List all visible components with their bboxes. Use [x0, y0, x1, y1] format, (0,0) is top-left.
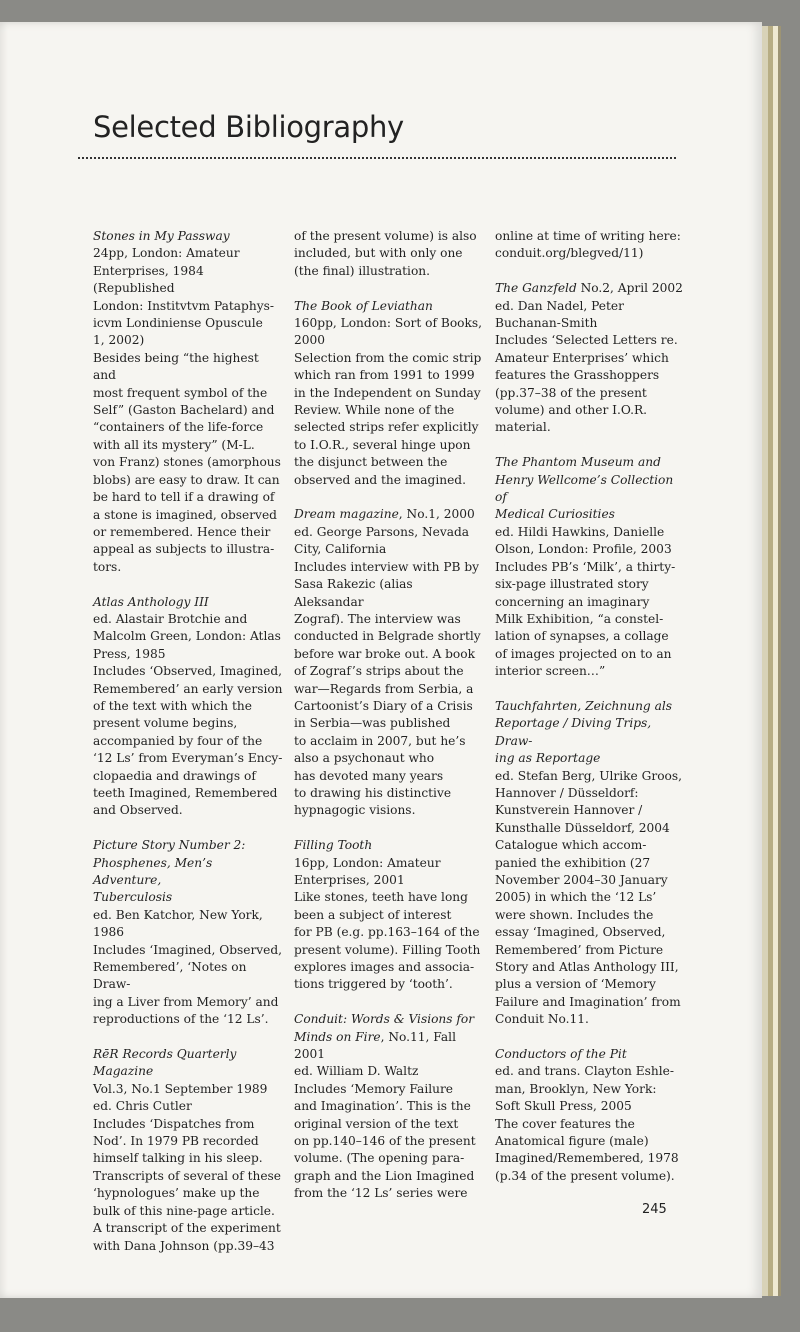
entry-line: war—Regards from Serbia, a — [294, 681, 474, 696]
entry-line: clopaedia and drawings of — [93, 768, 256, 783]
entry-line: Imagined/Remembered, 1978 — [495, 1151, 679, 1166]
entry-line: of Zograf’s strips about the — [294, 664, 464, 679]
entry-line: included, but with only one — [294, 246, 463, 261]
entry-line: Includes interview with PB by — [294, 559, 480, 574]
entry-line: a stone is imagined, observed — [93, 507, 277, 522]
entry-line: most frequent symbol of the — [93, 385, 268, 400]
entry-line: Soft Skull Press, 2005 — [495, 1099, 632, 1114]
bibliography-entry — [294, 837, 484, 994]
entry-line: Remembered’ an early version — [93, 681, 283, 696]
entry-line: Review. While none of the — [294, 403, 455, 418]
bibliography-entry — [495, 454, 685, 680]
entry-line: Transcripts of several of these — [93, 1168, 282, 1183]
entry-line: been a subject of interest — [294, 907, 452, 922]
bibliography-entry — [294, 228, 484, 280]
entry-title: Conductors of the Pit — [495, 1047, 627, 1062]
entry-line: tors. — [93, 559, 122, 574]
bibliography-entry — [495, 698, 685, 1029]
bibliography-entry — [294, 1011, 484, 1202]
entry-line: ed. Dan Nadel, Peter — [495, 298, 624, 313]
entry-line: 24pp, London: Amateur — [93, 246, 240, 261]
entry-line: the disjunct between the — [294, 455, 448, 470]
entry-line: Includes PB’s ‘Milk’, a thirty- — [495, 559, 676, 574]
entry-line: were shown. Includes the — [495, 907, 654, 922]
entry-line: ‘12 Ls’ from Everyman’s Ency- — [93, 751, 283, 766]
entry-line: Malcolm Green, London: Atlas — [93, 629, 281, 644]
bibliography-entry — [495, 228, 685, 263]
entry-title: ing as Reportage — [495, 751, 601, 766]
entry-title: Tauchfahrten, Zeichnung als — [495, 698, 673, 713]
entry-line: Like stones, teeth have long — [294, 890, 468, 905]
entry-line: conduit.org/blegved/11) — [495, 246, 644, 261]
entry-title: Phosphenes, Men’s Adventure, — [93, 855, 213, 887]
entry-line: Enterprises, 2001 — [294, 872, 405, 887]
entry-line: bulk of this nine-page article. — [93, 1203, 275, 1218]
entry-line: Includes ‘Imagined, Observed, — [93, 942, 283, 957]
entry-title: RēR Records Quarterly Magazine — [93, 1047, 237, 1079]
entry-line: tions triggered by ‘tooth’. — [294, 977, 453, 992]
entry-line: ed. Chris Cutler — [93, 1099, 192, 1114]
entry-title: Reportage / Diving Trips, Draw- — [495, 716, 652, 748]
entry-line: in the Independent on Sunday — [294, 385, 481, 400]
entry-line: reproductions of the ‘12 Ls’. — [93, 1012, 269, 1027]
entry-title: Picture Story Number 2: — [93, 838, 246, 853]
entry-line: for PB (e.g. pp.163–164 of the — [294, 925, 480, 940]
entry-line: icvm Londiniense Opuscule — [93, 316, 263, 331]
entry-title: Filling Tooth — [294, 838, 373, 853]
entry-line: Includes ‘Selected Letters re. — [495, 333, 678, 348]
entry-line: volume. (The opening para- — [294, 1151, 465, 1166]
entry-line: ed. William D. Waltz — [294, 1064, 419, 1079]
entry-title: Tuberculosis — [93, 890, 173, 905]
entry-line: Press, 1985 — [93, 646, 166, 661]
entry-line: Conduit No.11. — [495, 1012, 589, 1027]
entry-line: Includes ‘Dispatches from — [93, 1116, 255, 1131]
bibliography-entry — [93, 228, 283, 576]
entry-line: Buchanan-Smith — [495, 316, 598, 331]
entry-line: Remembered’ from Picture — [495, 942, 664, 957]
column-2 — [294, 228, 484, 1220]
entry-line: volume) and other I.O.R. — [495, 403, 648, 418]
entry-line: material. — [495, 420, 551, 435]
entry-line: to I.O.R., several hinge upon — [294, 437, 471, 452]
entry-title: Stones in My Passway — [93, 229, 230, 243]
dotted-rule — [78, 157, 676, 159]
entry-line: of the present volume) is also — [294, 229, 477, 243]
entry-title: The Book of Leviathan — [294, 298, 433, 313]
entry-line: Olson, London: Profile, 2003 — [495, 542, 672, 557]
entry-line: 1986 — [93, 925, 125, 940]
entry-line: appeal as subjects to illustra- — [93, 542, 275, 557]
entry-line: Hannover / Düsseldorf: — [495, 785, 639, 800]
entry-line: Cartoonist’s Diary of a Crisis — [294, 698, 473, 713]
entry-line: Remembered’, ‘Notes on Draw- — [93, 960, 247, 992]
entry-line: A transcript of the experiment — [93, 1221, 281, 1236]
entry-line: Includes ‘Memory Failure — [294, 1081, 454, 1096]
entry-line: six-page illustrated story — [495, 577, 649, 592]
entry-title: Medical Curiosities — [495, 507, 615, 522]
entry-line: (pp.37–38 of the present — [495, 385, 647, 400]
entry-line: Selection from the comic strip — [294, 350, 482, 365]
entry-line: Story and Atlas Anthology III, — [495, 960, 679, 975]
entry-line: present volume). Filling Tooth — [294, 942, 481, 957]
entry-line: ed. George Parsons, Nevada — [294, 524, 470, 539]
entry-line: November 2004–30 January — [495, 872, 668, 887]
bibliography-entry — [93, 837, 283, 1028]
entry-line: original version of the text — [294, 1116, 459, 1131]
entry-line: Kunstverein Hannover / — [495, 803, 643, 818]
entry-line: of images projected on to an — [495, 646, 672, 661]
entry-line: Vol.3, No.1 September 1989 — [93, 1081, 268, 1096]
entry-line: Includes ‘Observed, Imagined, — [93, 664, 283, 679]
column-3 — [495, 228, 685, 1203]
entry-line: interior screen…” — [495, 664, 606, 679]
entry-line: Zograf). The interview was — [294, 611, 461, 626]
entry-line: online at time of writing here: — [495, 229, 681, 243]
entry-title: Henry Wellcome’s Collection of — [495, 472, 674, 505]
entry-line: and Imagination’. This is the — [294, 1099, 471, 1114]
entry-line: with all its mystery” (M-L. — [93, 437, 255, 452]
entry-line: observed and the imagined. — [294, 472, 466, 487]
page-number: 245 — [642, 1202, 667, 1217]
entry-line: Anatomical figure (male) — [495, 1134, 649, 1149]
entry-line: of the text with which the — [93, 698, 252, 713]
entry-line: ed. Alastair Brotchie and — [93, 611, 248, 626]
page-edge — [778, 26, 781, 1296]
entry-line: 2000 — [294, 333, 326, 348]
entry-line: ing a Liver from Memory’ and — [93, 994, 279, 1009]
entry-line: in Serbia—was published — [294, 716, 451, 731]
entry-line: (p.34 of the present volume). — [495, 1168, 675, 1183]
entry-line: selected strips refer explicitly — [294, 420, 479, 435]
entry-line: man, Brooklyn, New York: — [495, 1081, 657, 1096]
entry-line: ed. Ben Katchor, New York, — [93, 907, 263, 922]
entry-title: Atlas Anthology III — [93, 594, 209, 609]
entry-line: from the ‘12 Ls’ series were — [294, 1186, 468, 1201]
entry-title: Dream magazine, No.1, 2000 — [294, 507, 475, 522]
entry-line: Sasa Rakezic (alias Aleksandar — [294, 577, 413, 609]
entry-line: and Observed. — [93, 803, 183, 818]
entry-line: 2005) in which the ‘12 Ls’ — [495, 890, 657, 905]
bibliography-entry — [495, 280, 685, 437]
entry-line: before war broke out. A book — [294, 646, 475, 661]
entry-line: “containers of the life-force — [93, 420, 264, 435]
entry-title: Minds on Fire, No.11, Fall 2001 — [294, 1029, 456, 1062]
entry-line: Catalogue which accom- — [495, 838, 647, 853]
entry-line: graph and the Lion Imagined — [294, 1168, 475, 1183]
entry-line: with Dana Johnson (pp.39–43 — [93, 1238, 275, 1253]
entry-line: 16pp, London: Amateur — [294, 855, 441, 870]
entry-line: teeth Imagined, Remembered — [93, 785, 278, 800]
bibliography-entry — [495, 1046, 685, 1185]
entry-title: Conduit: Words & Visions for — [294, 1012, 475, 1027]
entry-title: The Phantom Museum and — [495, 455, 661, 470]
entry-line: Nod’. In 1979 PB recorded — [93, 1134, 259, 1149]
entry-line: or remembered. Hence their — [93, 524, 271, 539]
entry-line: Failure and Imagination’ from — [495, 994, 681, 1009]
entry-line: Kunsthalle Düsseldorf, 2004 — [495, 820, 670, 835]
entry-line: accompanied by four of the — [93, 733, 263, 748]
entry-line: to drawing his distinctive — [294, 785, 452, 800]
entry-line: City, California — [294, 542, 387, 557]
entry-line: be hard to tell if a drawing of — [93, 490, 275, 505]
entry-line: features the Grasshoppers — [495, 368, 660, 383]
entry-line: essay ‘Imagined, Observed, — [495, 925, 666, 940]
entry-line: which ran from 1991 to 1999 — [294, 368, 475, 383]
entry-line: concerning an imaginary — [495, 594, 650, 609]
entry-line: The cover features the — [495, 1116, 635, 1131]
entry-line: plus a version of ‘Memory — [495, 977, 656, 992]
entry-line: hypnagogic visions. — [294, 803, 416, 818]
entry-line: 160pp, London: Sort of Books, — [294, 316, 483, 331]
entry-line: on pp.140–146 of the present — [294, 1134, 476, 1149]
entry-line: himself talking in his sleep. — [93, 1151, 263, 1166]
bibliography-entry — [294, 298, 484, 489]
entry-line: explores images and associa- — [294, 960, 475, 975]
entry-line: London: Institvtvm Pataphys- — [93, 298, 274, 313]
entry-line: ed. and trans. Clayton Eshle- — [495, 1064, 674, 1079]
entry-title: The Ganzfeld No.2, April 2002 — [495, 281, 683, 296]
entry-line: Enterprises, 1984 (Republished — [93, 263, 204, 296]
bibliography-entry — [93, 1046, 283, 1255]
entry-line: conducted in Belgrade shortly — [294, 629, 481, 644]
entry-line: ed. Hildi Hawkins, Danielle — [495, 524, 665, 539]
entry-line: has devoted many years — [294, 768, 444, 783]
entry-line: Milk Exhibition, “a constel- — [495, 611, 664, 626]
entry-line: Amateur Enterprises’ which — [495, 350, 669, 365]
entry-line: present volume begins, — [93, 716, 238, 731]
bibliography-entry — [93, 594, 283, 820]
entry-line: (the final) illustration. — [294, 263, 431, 278]
bibliography-entry — [294, 506, 484, 819]
entry-line: Self” (Gaston Bachelard) and — [93, 403, 275, 418]
entry-line: von Franz) stones (amorphous — [93, 455, 281, 470]
column-1 — [93, 228, 283, 1272]
entry-line: also a psychonaut who — [294, 751, 435, 766]
page-title: Selected Bibliography — [93, 110, 404, 144]
entry-line: blobs) are easy to draw. It can — [93, 472, 280, 487]
entry-line: panied the exhibition (27 — [495, 855, 651, 870]
entry-line: 1, 2002) — [93, 333, 145, 348]
entry-line: lation of synapses, a collage — [495, 629, 669, 644]
entry-line: Besides being “the highest and — [93, 350, 259, 383]
entry-line: ed. Stefan Berg, Ulrike Groos, — [495, 768, 682, 783]
entry-line: to acclaim in 2007, but he’s — [294, 733, 466, 748]
entry-line: ‘hypnologues’ make up the — [93, 1186, 260, 1201]
